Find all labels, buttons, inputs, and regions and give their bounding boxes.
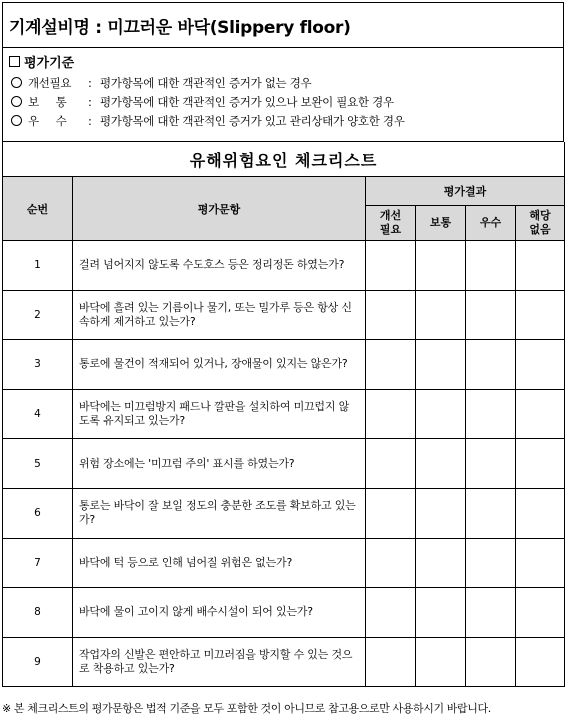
row-question: 걸려 넘어지지 않도록 수도호스 등은 정리정돈 하였는가? [73,241,366,291]
header-not-applicable: 해당 없음 [516,206,565,241]
result-cell-needs-improvement[interactable] [366,389,416,439]
table-row [3,290,565,340]
row-number: 4 [3,389,73,439]
footnote: ※ 본 체크리스트의 평가문항은 법적 기준을 모두 포함한 것이 아니므로 참고용으로만 사용하시기 바랍니다. [2,702,491,715]
criteria-label: 개선필요 [28,76,72,90]
result-cell-needs-improvement[interactable] [366,588,416,638]
criteria-label: 우 수 [28,114,67,128]
result-cell-not-applicable[interactable] [516,588,565,638]
row-number: 6 [3,488,73,538]
criteria-item: 개선필요 : 평가항목에 대한 객관적인 증거가 없는 경우 [9,74,563,93]
checklist-table [2,142,565,687]
criteria-heading [9,52,563,71]
result-cell-average[interactable] [416,637,466,687]
result-cell-not-applicable[interactable] [516,241,565,291]
square-bullet-icon [9,56,20,67]
row-number: 2 [3,290,73,340]
circle-bullet-icon [11,77,22,88]
result-cell-not-applicable[interactable] [516,290,565,340]
checklist-title: 유해위험요인 체크리스트 [3,142,565,177]
row-question: 작업자의 신발은 편안하고 미끄러짐을 방지할 수 있는 것으로 착용하고 있는가? [73,637,366,687]
criteria-text: 평가항목에 대한 객관적인 증거가 있으나 보완이 필요한 경우 [100,95,394,109]
table-row [3,637,565,687]
table-row [3,439,565,489]
result-cell-not-applicable[interactable] [516,637,565,687]
row-number: 8 [3,588,73,638]
table-row [3,488,565,538]
row-number: 3 [3,340,73,390]
result-cell-excellent[interactable] [466,439,516,489]
result-cell-needs-improvement[interactable] [366,637,416,687]
result-cell-average[interactable] [416,340,466,390]
criteria-text: 평가항목에 대한 객관적인 증거가 없는 경우 [100,76,312,90]
result-cell-needs-improvement[interactable] [366,290,416,340]
result-cell-needs-improvement[interactable] [366,439,416,489]
header-average: 보통 [416,206,466,241]
row-question: 바닥에 물이 고이지 않게 배수시설이 되어 있는가? [73,588,366,638]
row-question: 위험 장소에는 '미끄럼 주의' 표시를 하였는가? [73,439,366,489]
result-cell-not-applicable[interactable] [516,389,565,439]
result-cell-not-applicable[interactable] [516,439,565,489]
row-number: 9 [3,637,73,687]
header-excellent: 우수 [466,206,516,241]
circle-bullet-icon [11,96,22,107]
result-cell-excellent[interactable] [466,389,516,439]
row-number: 7 [3,538,73,588]
result-cell-average[interactable] [416,538,466,588]
header-result: 평가결과 [366,177,565,206]
row-question: 바닥에 턱 등으로 인해 넘어질 위험은 없는가? [73,538,366,588]
result-cell-excellent[interactable] [466,290,516,340]
header-number: 순번 [3,177,73,241]
result-cell-average[interactable] [416,290,466,340]
circle-bullet-icon [11,115,22,126]
equipment-title: 기계설비명 : 미끄러운 바닥(Slippery floor) [2,2,564,48]
result-cell-excellent[interactable] [466,340,516,390]
result-cell-average[interactable] [416,241,466,291]
row-question: 바닥에는 미끄럼방지 패드나 깔판을 설치하여 미끄럽지 않도록 유지되고 있는가? [73,389,366,439]
result-cell-excellent[interactable] [466,588,516,638]
criteria-box [2,48,564,142]
result-cell-needs-improvement[interactable] [366,488,416,538]
result-cell-excellent[interactable] [466,488,516,538]
row-number: 5 [3,439,73,489]
table-row [3,538,565,588]
result-cell-excellent[interactable] [466,538,516,588]
criteria-text: 평가항목에 대한 객관적인 증거가 있고 관리상태가 양호한 경우 [100,114,405,128]
row-question: 통로는 바닥이 잘 보일 정도의 충분한 조도를 확보하고 있는가? [73,488,366,538]
criteria-item: 보 통 : 평가항목에 대한 객관적인 증거가 있으나 보완이 필요한 경우 [9,93,563,112]
row-question: 바닥에 흘려 있는 기름이나 물기, 또는 밀가루 등은 항상 신속하게 제거하고 있는가? [73,290,366,340]
header-item: 평가문항 [73,177,366,241]
header-needs-improvement: 개선 필요 [366,206,416,241]
row-question: 통로에 물건이 적재되어 있거나, 장애물이 있지는 않은가? [73,340,366,390]
result-cell-excellent[interactable] [466,241,516,291]
criteria-label: 보 통 [28,95,67,109]
result-cell-average[interactable] [416,389,466,439]
table-row [3,241,565,291]
result-cell-average[interactable] [416,488,466,538]
result-cell-needs-improvement[interactable] [366,538,416,588]
result-cell-average[interactable] [416,588,466,638]
result-cell-not-applicable[interactable] [516,340,565,390]
table-row [3,340,565,390]
row-number: 1 [3,241,73,291]
result-cell-average[interactable] [416,439,466,489]
checklist-page [2,2,564,687]
result-cell-excellent[interactable] [466,637,516,687]
result-cell-not-applicable[interactable] [516,488,565,538]
result-cell-not-applicable[interactable] [516,538,565,588]
criteria-item: 우 수 : 평가항목에 대한 객관적인 증거가 있고 관리상태가 양호한 경우 [9,112,563,131]
table-row [3,588,565,638]
table-row [3,389,565,439]
result-cell-needs-improvement[interactable] [366,241,416,291]
criteria-heading-text: 평가기준 [24,56,75,71]
result-cell-needs-improvement[interactable] [366,340,416,390]
